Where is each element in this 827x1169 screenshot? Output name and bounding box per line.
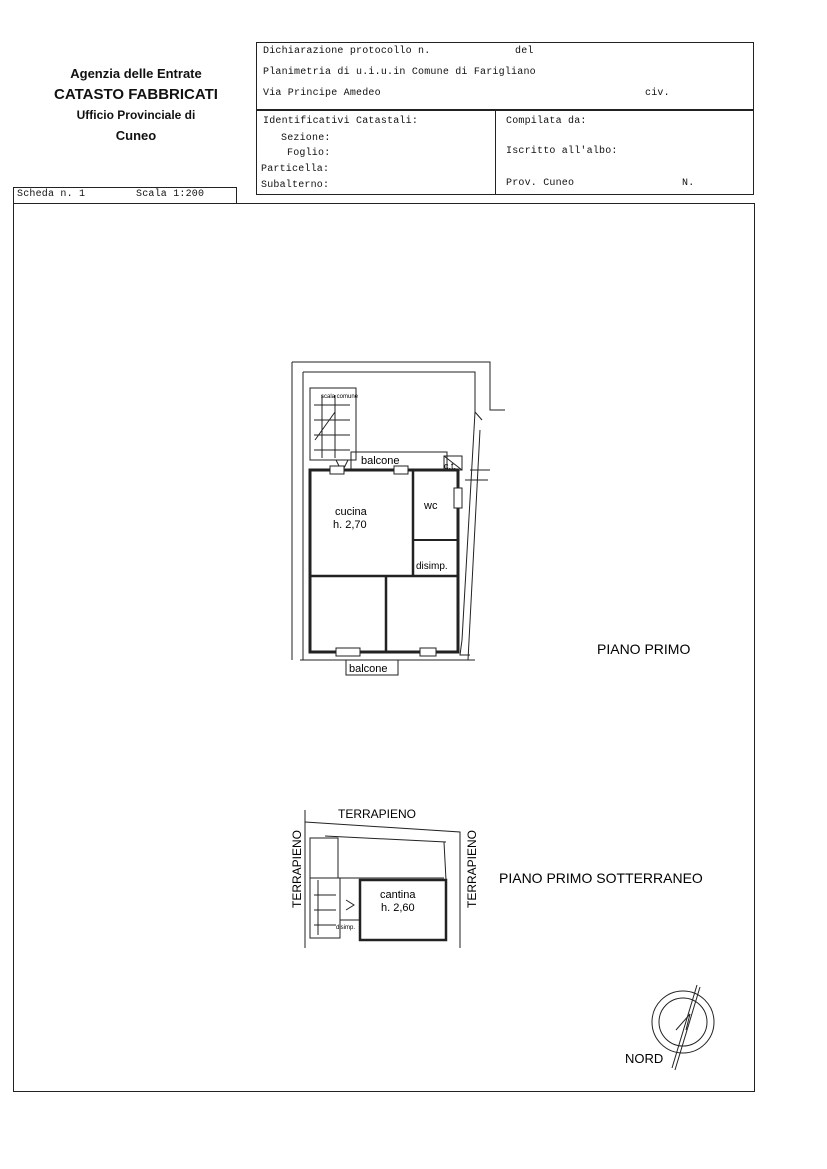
terrapieno-left-label: TERRAPIENO xyxy=(290,829,304,908)
piano-primo-title: PIANO PRIMO xyxy=(597,641,691,657)
ufficio-label: Ufficio Provinciale di xyxy=(76,108,196,122)
piano-sotterraneo-plan xyxy=(305,810,460,948)
civic-label: civ. xyxy=(645,88,670,99)
protocol-date-label: del xyxy=(515,46,534,57)
piano-primo-plan xyxy=(292,362,505,675)
terrapieno-top-label: TERRAPIENO xyxy=(338,807,417,821)
iscritto-label: Iscritto all'albo: xyxy=(506,146,618,157)
catasto-title: CATASTO FABBRICATI xyxy=(54,86,218,103)
agency-name: Agenzia delle Entrate xyxy=(70,66,202,81)
identificativi-title: Identificativi Catastali: xyxy=(263,116,419,127)
ct-label: c.t. xyxy=(444,461,457,471)
piano-sotterraneo-title: PIANO PRIMO SOTTERRANEO xyxy=(499,870,703,886)
disimp-label: disimp. xyxy=(416,561,448,572)
cantina-label: cantina xyxy=(380,889,416,901)
scheda-number: Scheda n. 1 xyxy=(17,189,86,200)
province-label: Prov. Cuneo xyxy=(506,178,575,189)
number-label: N. xyxy=(682,178,695,189)
sezione-label: Sezione: xyxy=(281,133,331,144)
scala-label: Scala 1:200 xyxy=(136,189,205,200)
address-line: Via Principe Amedeo xyxy=(263,88,381,99)
cantina-height-label: h. 2,60 xyxy=(381,902,415,914)
nord-label: NORD xyxy=(625,1051,664,1066)
cucina-height-label: h. 2,70 xyxy=(333,519,367,531)
subalterno-label: Subalterno: xyxy=(261,180,330,191)
balcone-bottom-label: balcone xyxy=(349,663,388,675)
wc-label: wc xyxy=(424,500,438,512)
cucina-label: cucina xyxy=(335,506,367,518)
disimp-sotterraneo-label: disimp. xyxy=(336,925,356,931)
ufficio-city: Cuneo xyxy=(115,128,157,143)
planimetria-line: Planimetria di u.i.u.in Comune di Farigliano xyxy=(263,67,536,78)
protocol-label: Dichiarazione protocollo n. xyxy=(263,46,431,57)
particella-label: Particella: xyxy=(261,164,330,175)
balcone-top-label: balcone xyxy=(361,455,400,467)
scala-comune-label: scala comune xyxy=(321,394,359,400)
compilata-label: Compilata da: xyxy=(506,116,587,127)
terrapieno-right-label: TERRAPIENO xyxy=(465,829,479,908)
foglio-label: Foglio: xyxy=(287,148,331,159)
